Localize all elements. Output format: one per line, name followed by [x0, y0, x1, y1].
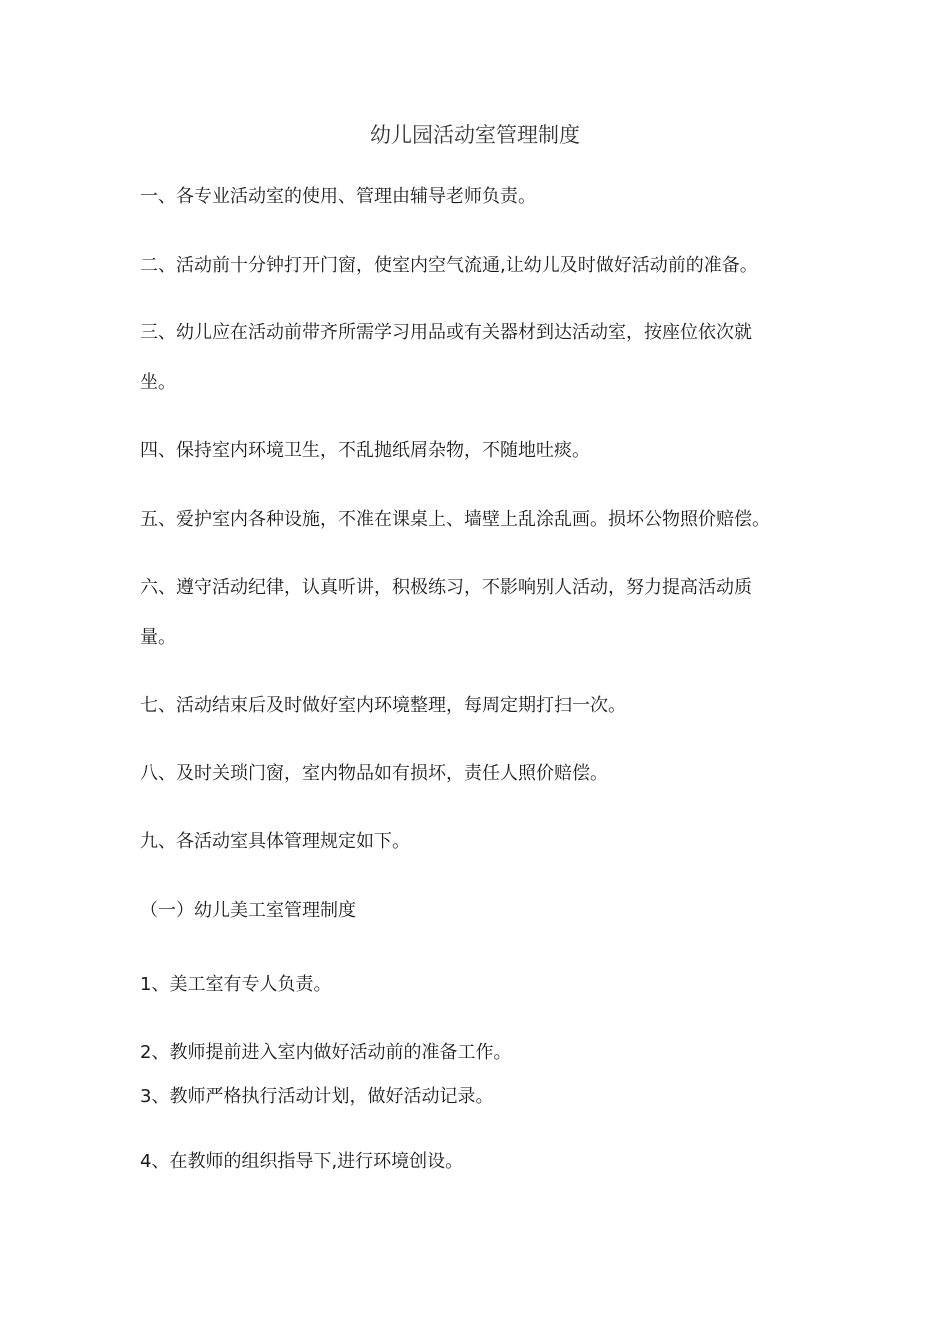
rule-8: 八、及时关琐门窗，室内物品如有损坏，责任人照价赔偿。 [140, 763, 608, 784]
art-room-rule-3: 3、教师严格执行活动计划，做好活动记录。 [140, 1086, 494, 1107]
rule-3: 三、幼儿应在活动前带齐所需学习用品或有关器材到达活动室，按座位依次就 [140, 322, 752, 343]
art-room-rule-1: 1、美工室有专人负责。 [140, 974, 332, 995]
rule-9: 九、各活动室具体管理规定如下。 [140, 831, 410, 852]
rule-6: 六、遵守活动纪律，认真听讲，积极练习，不影响别人活动，努力提高活动质 [140, 577, 752, 598]
art-room-rule-4: 4、在教师的组织指导下,进行环境创设。 [140, 1151, 464, 1172]
rule-6-continuation: 量。 [140, 627, 176, 648]
rule-1: 一、各专业活动室的使用、管理由辅导老师负责。 [140, 186, 536, 207]
rule-2: 二、活动前十分钟打开门窗，使室内空气流通,让幼儿及时做好活动前的准备。 [140, 255, 758, 276]
document-title: 幼儿园活动室管理制度 [370, 123, 580, 147]
art-room-rule-2: 2、教师提前进入室内做好活动前的准备工作。 [140, 1042, 512, 1063]
section-heading-art-room: （一）幼儿美工室管理制度 [140, 900, 356, 921]
rule-5: 五、爱护室内各种设施，不准在课桌上、墙壁上乱涂乱画。损坏公物照价赔偿。 [140, 509, 770, 530]
rule-7: 七、活动结束后及时做好室内环境整理，每周定期打扫一次。 [140, 695, 626, 716]
rule-3-continuation: 坐。 [140, 372, 176, 393]
rule-4: 四、保持室内环境卫生，不乱抛纸屑杂物，不随地吐痰。 [140, 440, 590, 461]
